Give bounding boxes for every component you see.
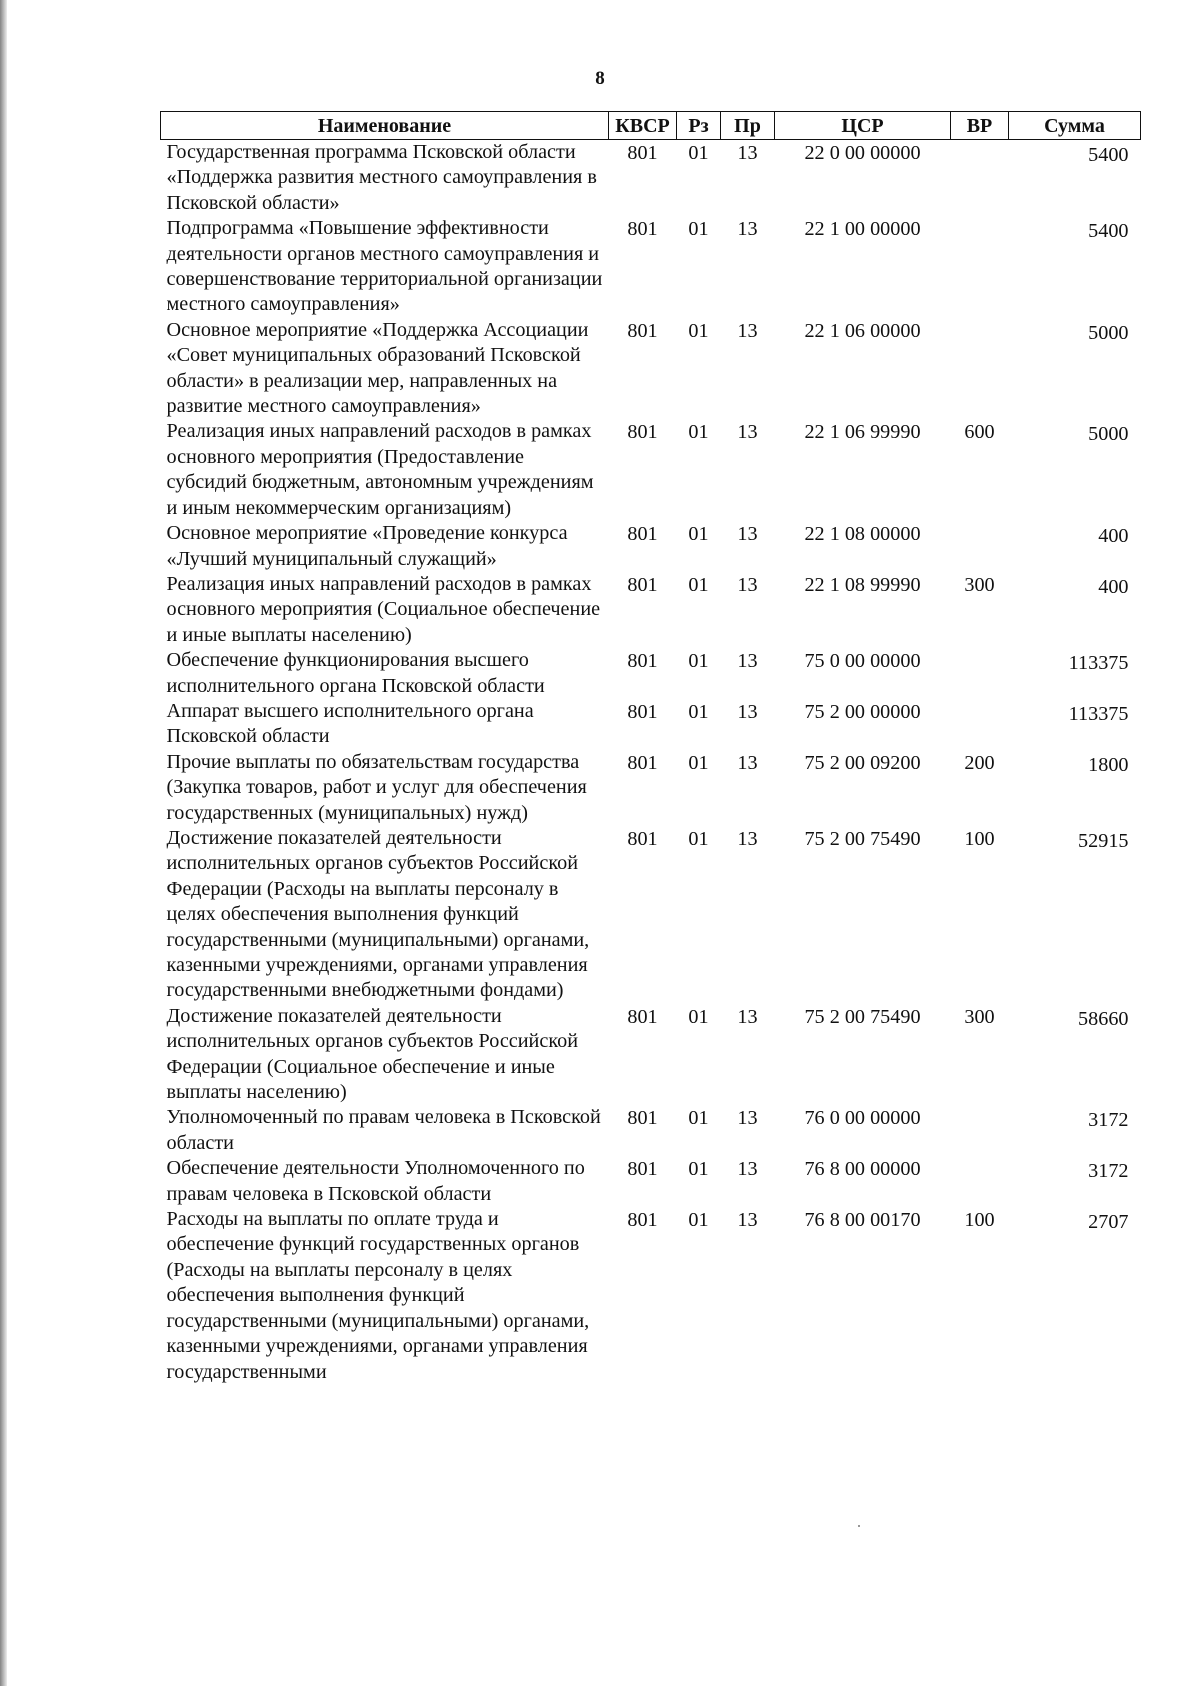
- row-sum: 3172: [1088, 1109, 1129, 1132]
- row-vr: 300: [964, 573, 995, 596]
- table-row: [161, 572, 1141, 648]
- row-sum: 400: [1098, 575, 1129, 598]
- row-rz: 01: [688, 1005, 709, 1028]
- table-row: [161, 521, 1141, 572]
- table-row: [161, 1207, 1141, 1385]
- row-kvsr: 801: [627, 700, 658, 723]
- scan-edge: [0, 0, 7, 1686]
- header-csr: ЦСР: [775, 112, 951, 140]
- row-vr: 200: [964, 751, 995, 774]
- row-kvsr: 801: [627, 1209, 658, 1232]
- row-pr: 13: [737, 1005, 758, 1028]
- row-name: Уполномоченный по правам человека в Псковской области: [166, 1106, 601, 1154]
- row-name: Основное мероприятие «Проведение конкурса «Лучший муниципальный служащий»: [166, 522, 568, 570]
- row-name: Прочие выплаты по обязательствам государства (Закупка товаров, работ и услуг для обеспечения государственных (муниципальных) нужд): [166, 750, 587, 824]
- row-vr: [951, 699, 1009, 750]
- row-pr: 13: [737, 650, 758, 673]
- row-kvsr: 801: [627, 523, 658, 546]
- row-kvsr: 801: [627, 319, 658, 342]
- row-pr: 13: [737, 1158, 758, 1181]
- row-vr: 100: [964, 1209, 995, 1232]
- row-name: Основное мероприятие «Поддержка Ассоциации «Совет муниципальных образований Псковской области» в реализации мер, направленных на развитие местного самоуправления»: [166, 318, 589, 418]
- row-vr: 300: [964, 1005, 995, 1028]
- row-rz: 01: [688, 573, 709, 596]
- row-pr: 13: [737, 421, 758, 444]
- row-vr: [951, 140, 1009, 217]
- row-kvsr: 801: [627, 1158, 658, 1181]
- row-csr: 75 2 00 09200: [804, 751, 921, 774]
- row-name: Подпрограмма «Повышение эффективности деятельности органов местного самоуправления и совершенствование территориальной организации местного самоуправления»: [166, 217, 603, 316]
- row-name: Обеспечение функционирования высшего исполнительного органа Псковской области: [166, 649, 545, 697]
- row-vr: 600: [964, 421, 995, 444]
- row-kvsr: 801: [627, 142, 658, 164]
- row-name: Реализация иных направлений расходов в рамках основного мероприятия (Социальное обеспечение и иные выплаты населению): [166, 572, 601, 646]
- row-kvsr: 801: [627, 1107, 658, 1130]
- row-sum: 52915: [1078, 829, 1129, 852]
- table-row: [161, 648, 1141, 699]
- row-kvsr: 801: [627, 218, 658, 241]
- row-csr: 22 1 06 99990: [804, 421, 921, 444]
- row-csr: 75 2 00 75490: [804, 1005, 921, 1028]
- header-name: Наименование: [161, 112, 609, 140]
- row-vr: [951, 1105, 1009, 1156]
- row-sum: 5400: [1088, 144, 1129, 166]
- row-sum: 113375: [1068, 702, 1129, 725]
- row-rz: 01: [688, 142, 709, 164]
- row-csr: 22 1 08 99990: [804, 573, 921, 596]
- table-row: [161, 750, 1141, 826]
- row-kvsr: 801: [627, 421, 658, 444]
- row-rz: 01: [688, 1158, 709, 1181]
- row-name: Обеспечение деятельности Уполномоченного по правам человека в Псковской области: [166, 1157, 585, 1205]
- table-row: [161, 318, 1141, 420]
- row-rz: 01: [688, 1209, 709, 1232]
- row-rz: 01: [688, 1107, 709, 1130]
- row-sum: 400: [1098, 525, 1129, 548]
- row-rz: 01: [688, 650, 709, 673]
- header-kvsr: КВСР: [609, 112, 677, 140]
- row-pr: 13: [737, 523, 758, 546]
- table-row: [161, 1156, 1141, 1207]
- row-csr: 76 8 00 00170: [804, 1209, 921, 1232]
- row-csr: 22 1 00 00000: [804, 218, 921, 241]
- table-row: [161, 140, 1141, 217]
- table-row: [161, 419, 1141, 521]
- row-csr: 22 1 06 00000: [804, 319, 921, 342]
- header-vr: ВР: [951, 112, 1009, 140]
- row-pr: 13: [737, 700, 758, 723]
- row-name: Аппарат высшего исполнительного органа Псковской области: [166, 699, 534, 748]
- row-csr: 76 0 00 00000: [804, 1107, 921, 1130]
- row-pr: 13: [737, 218, 758, 241]
- row-pr: 13: [737, 142, 758, 164]
- row-csr: 76 8 00 00000: [804, 1158, 921, 1181]
- row-pr: 13: [737, 573, 758, 596]
- row-name: Достижение показателей деятельности исполнительных органов субъектов Российской Федерации (Социальное обеспечение и иные выплаты населению): [166, 1004, 578, 1104]
- row-sum: 3172: [1088, 1160, 1129, 1183]
- scan-dot: [858, 1525, 860, 1527]
- row-sum: 2707: [1088, 1211, 1129, 1234]
- row-kvsr: 801: [627, 1005, 658, 1028]
- row-kvsr: 801: [627, 650, 658, 673]
- row-csr: 22 0 00 00000: [804, 142, 921, 164]
- header-sum: Сумма: [1009, 112, 1141, 140]
- header-pr: Пр: [721, 112, 775, 140]
- row-vr: [951, 1156, 1009, 1207]
- row-sum: 113375: [1068, 652, 1129, 675]
- row-sum: 5400: [1088, 220, 1129, 243]
- row-rz: 01: [688, 827, 709, 850]
- row-sum: 58660: [1078, 1007, 1129, 1030]
- table-row: [161, 699, 1141, 750]
- row-vr: [951, 216, 1009, 318]
- row-csr: 75 0 00 00000: [804, 650, 921, 673]
- row-sum: 5000: [1088, 423, 1129, 446]
- row-rz: 01: [688, 523, 709, 546]
- row-kvsr: 801: [627, 573, 658, 596]
- row-pr: 13: [737, 751, 758, 774]
- row-vr: [951, 318, 1009, 420]
- row-vr: [951, 648, 1009, 699]
- row-name: Достижение показателей деятельности исполнительных органов субъектов Российской Федерации (Расходы на выплаты персоналу в целях обеспечения выполнения функций государственными (муниципальными) органами, казенными учреждениями, органами управления государственными внебюджетными фондами): [166, 826, 590, 1002]
- table-row: [161, 1105, 1141, 1156]
- row-name: Государственная программа Псковской области «Поддержка развития местного самоуправления в Псковской области»: [166, 141, 597, 214]
- row-sum: 1800: [1088, 753, 1129, 776]
- row-vr: 100: [964, 827, 995, 850]
- budget-table: [160, 111, 1141, 1385]
- row-name: Реализация иных направлений расходов в рамках основного мероприятия (Предоставление субсидий бюджетным, автономным учреждениям и иным некоммерческим организациям): [166, 420, 594, 519]
- table-row: [161, 1004, 1141, 1106]
- row-pr: 13: [737, 1107, 758, 1130]
- row-csr: 75 2 00 75490: [804, 827, 921, 850]
- row-rz: 01: [688, 218, 709, 241]
- table-header-row: [161, 112, 1141, 140]
- row-pr: 13: [737, 319, 758, 342]
- row-csr: 22 1 08 00000: [804, 523, 921, 546]
- row-vr: [951, 521, 1009, 572]
- header-rz: Рз: [677, 112, 721, 140]
- page-number: 8: [595, 68, 605, 89]
- row-rz: 01: [688, 700, 709, 723]
- table-row: [161, 216, 1141, 318]
- row-rz: 01: [688, 319, 709, 342]
- row-rz: 01: [688, 421, 709, 444]
- row-csr: 75 2 00 00000: [804, 700, 921, 723]
- row-kvsr: 801: [627, 827, 658, 850]
- row-kvsr: 801: [627, 751, 658, 774]
- row-sum: 5000: [1088, 321, 1129, 344]
- row-pr: 13: [737, 1209, 758, 1232]
- row-rz: 01: [688, 751, 709, 774]
- row-pr: 13: [737, 827, 758, 850]
- table-row: [161, 826, 1141, 1004]
- row-name: Расходы на выплаты по оплате труда и обеспечение функций государственных органов (Расходы на выплаты персоналу в целях обеспечения выполнения функций государственными (муниципальными) органами, казенными учреждениями, органами управления государственными: [166, 1208, 590, 1383]
